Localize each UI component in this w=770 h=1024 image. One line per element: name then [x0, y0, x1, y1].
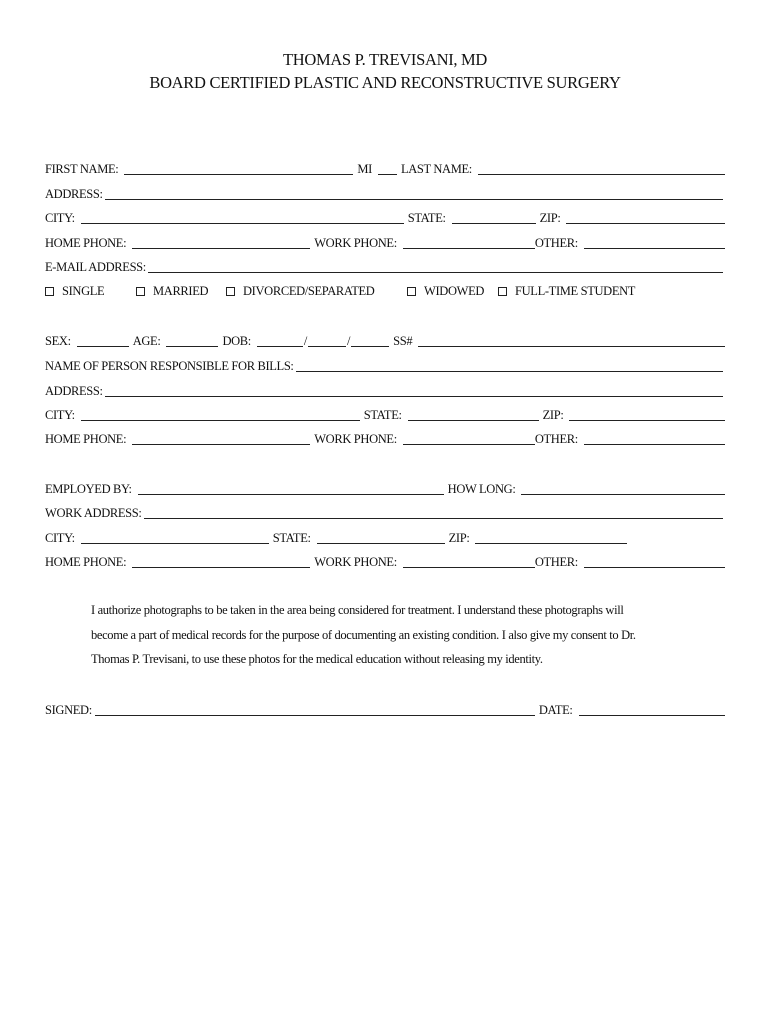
employment-work-phone-field[interactable] [403, 566, 535, 568]
demographics-row [45, 331, 725, 349]
dob-separator: / [347, 334, 351, 348]
divorced-option[interactable]: DIVORCED/SEPARATED [226, 284, 407, 299]
work-city-label: CITY: [45, 531, 75, 545]
responsible-other-field[interactable] [584, 443, 725, 445]
sex-field[interactable] [77, 345, 129, 347]
responsible-name-label: NAME OF PERSON RESPONSIBLE FOR BILLS: [45, 359, 294, 373]
responsible-city-field[interactable] [81, 419, 360, 421]
ss-label: SS# [393, 334, 413, 348]
work-phone-field[interactable] [403, 247, 535, 249]
widowed-checkbox[interactable] [407, 287, 416, 296]
responsible-work-phone-field[interactable] [403, 443, 535, 445]
single-checkbox[interactable] [45, 287, 54, 296]
other-label: OTHER: [534, 236, 578, 250]
phone-row [45, 233, 725, 251]
signed-label: SIGNED: [45, 703, 92, 717]
responsible-city-label: CITY: [45, 408, 75, 422]
responsible-address-field[interactable] [105, 395, 723, 397]
state-field[interactable] [452, 222, 536, 224]
mi-label: MI [357, 162, 372, 176]
work-state-label: STATE: [272, 531, 311, 545]
first-name-label: FIRST NAME: [45, 162, 119, 176]
divorced-checkbox[interactable] [226, 287, 235, 296]
city-field[interactable] [81, 222, 404, 224]
responsible-address-row [45, 381, 725, 399]
responsible-other-label: OTHER: [534, 432, 578, 446]
home-phone-label: HOME PHONE: [45, 236, 127, 250]
email-label: E-MAIL ADDRESS: [45, 260, 146, 274]
sex-label: SEX: [45, 334, 71, 348]
responsible-city-row [45, 405, 725, 423]
responsible-zip-field[interactable] [569, 419, 725, 421]
state-label: STATE: [407, 211, 446, 225]
work-zip-label: ZIP: [448, 531, 470, 545]
employed-by-label: EMPLOYED BY: [45, 482, 132, 496]
signature-row [45, 700, 725, 718]
zip-field[interactable] [566, 222, 725, 224]
date-field[interactable] [579, 714, 725, 716]
city-row [45, 208, 725, 226]
work-address-label: WORK ADDRESS: [45, 506, 142, 520]
date-label: DATE: [538, 703, 573, 717]
employment-home-phone-label: HOME PHONE: [45, 555, 127, 569]
other-field[interactable] [584, 247, 725, 249]
address-row [45, 184, 725, 202]
work-zip-field[interactable] [475, 542, 627, 544]
marital-status-row [45, 281, 725, 299]
responsible-address-label: ADDRESS: [45, 384, 103, 398]
responsible-home-phone-field[interactable] [132, 443, 310, 445]
responsible-home-phone-label: HOME PHONE: [45, 432, 127, 446]
consent-line: I authorize photographs to be taken in the area being considered for treatment. I understand these photographs will [91, 603, 624, 617]
consent-paragraph [91, 598, 701, 672]
doctor-name: THOMAS P. TREVISANI, MD [282, 50, 488, 69]
married-option[interactable]: MARRIED [136, 284, 226, 299]
student-checkbox[interactable] [498, 287, 507, 296]
doctor-specialty: BOARD CERTIFIED PLASTIC AND RECONSTRUCTIVE SURGERY [149, 73, 621, 92]
employment-work-phone-label: WORK PHONE: [314, 555, 397, 569]
work-phone-label: WORK PHONE: [314, 236, 397, 250]
married-checkbox[interactable] [136, 287, 145, 296]
city-label: CITY: [45, 211, 75, 225]
responsible-state-label: STATE: [363, 408, 402, 422]
dob-year-field[interactable] [351, 345, 389, 347]
work-phone-row [45, 552, 725, 570]
dob-label: DOB: [222, 334, 251, 348]
name-row [45, 159, 725, 177]
mi-field[interactable] [378, 173, 397, 175]
how-long-label: HOW LONG: [447, 482, 516, 496]
last-name-label: LAST NAME: [400, 162, 472, 176]
work-city-row [45, 528, 725, 546]
consent-line: become a part of medical records for the purpose of documenting an existing condition. I also give my consent to Dr. [91, 627, 636, 642]
employment-other-label: OTHER: [534, 555, 578, 569]
age-field[interactable] [166, 345, 218, 347]
responsible-state-field[interactable] [408, 419, 539, 421]
address-field[interactable] [105, 198, 723, 200]
dob-day-field[interactable] [308, 345, 346, 347]
responsible-name-row [45, 356, 725, 374]
ss-field[interactable] [418, 345, 725, 347]
email-field[interactable] [148, 271, 723, 273]
how-long-field[interactable] [521, 493, 725, 495]
student-option[interactable]: FULL-TIME STUDENT [498, 284, 635, 299]
responsible-name-field[interactable] [296, 370, 723, 372]
last-name-field[interactable] [478, 173, 725, 175]
work-address-row [45, 503, 725, 521]
address-label: ADDRESS: [45, 187, 103, 201]
work-city-field[interactable] [81, 542, 269, 544]
responsible-zip-label: ZIP: [542, 408, 564, 422]
home-phone-field[interactable] [132, 247, 310, 249]
signature-field[interactable] [95, 714, 535, 716]
widowed-option[interactable]: WIDOWED [407, 284, 498, 299]
dob-separator: / [303, 334, 308, 348]
consent-line: Thomas P. Trevisani, to use these photos for the medical education without releasing my identity. [91, 652, 543, 666]
responsible-phone-row [45, 429, 725, 447]
email-row [45, 257, 725, 275]
employment-home-phone-field[interactable] [132, 566, 310, 568]
dob-month-field[interactable] [257, 345, 303, 347]
employed-by-field[interactable] [138, 493, 444, 495]
employment-other-field[interactable] [584, 566, 725, 568]
responsible-work-phone-label: WORK PHONE: [314, 432, 397, 446]
employer-row [45, 479, 725, 497]
age-label: AGE: [132, 334, 161, 348]
work-state-field[interactable] [317, 542, 445, 544]
work-address-field[interactable] [144, 517, 723, 519]
first-name-field[interactable] [124, 173, 353, 175]
single-option[interactable]: SINGLE [45, 284, 136, 299]
zip-label: ZIP: [539, 211, 561, 225]
